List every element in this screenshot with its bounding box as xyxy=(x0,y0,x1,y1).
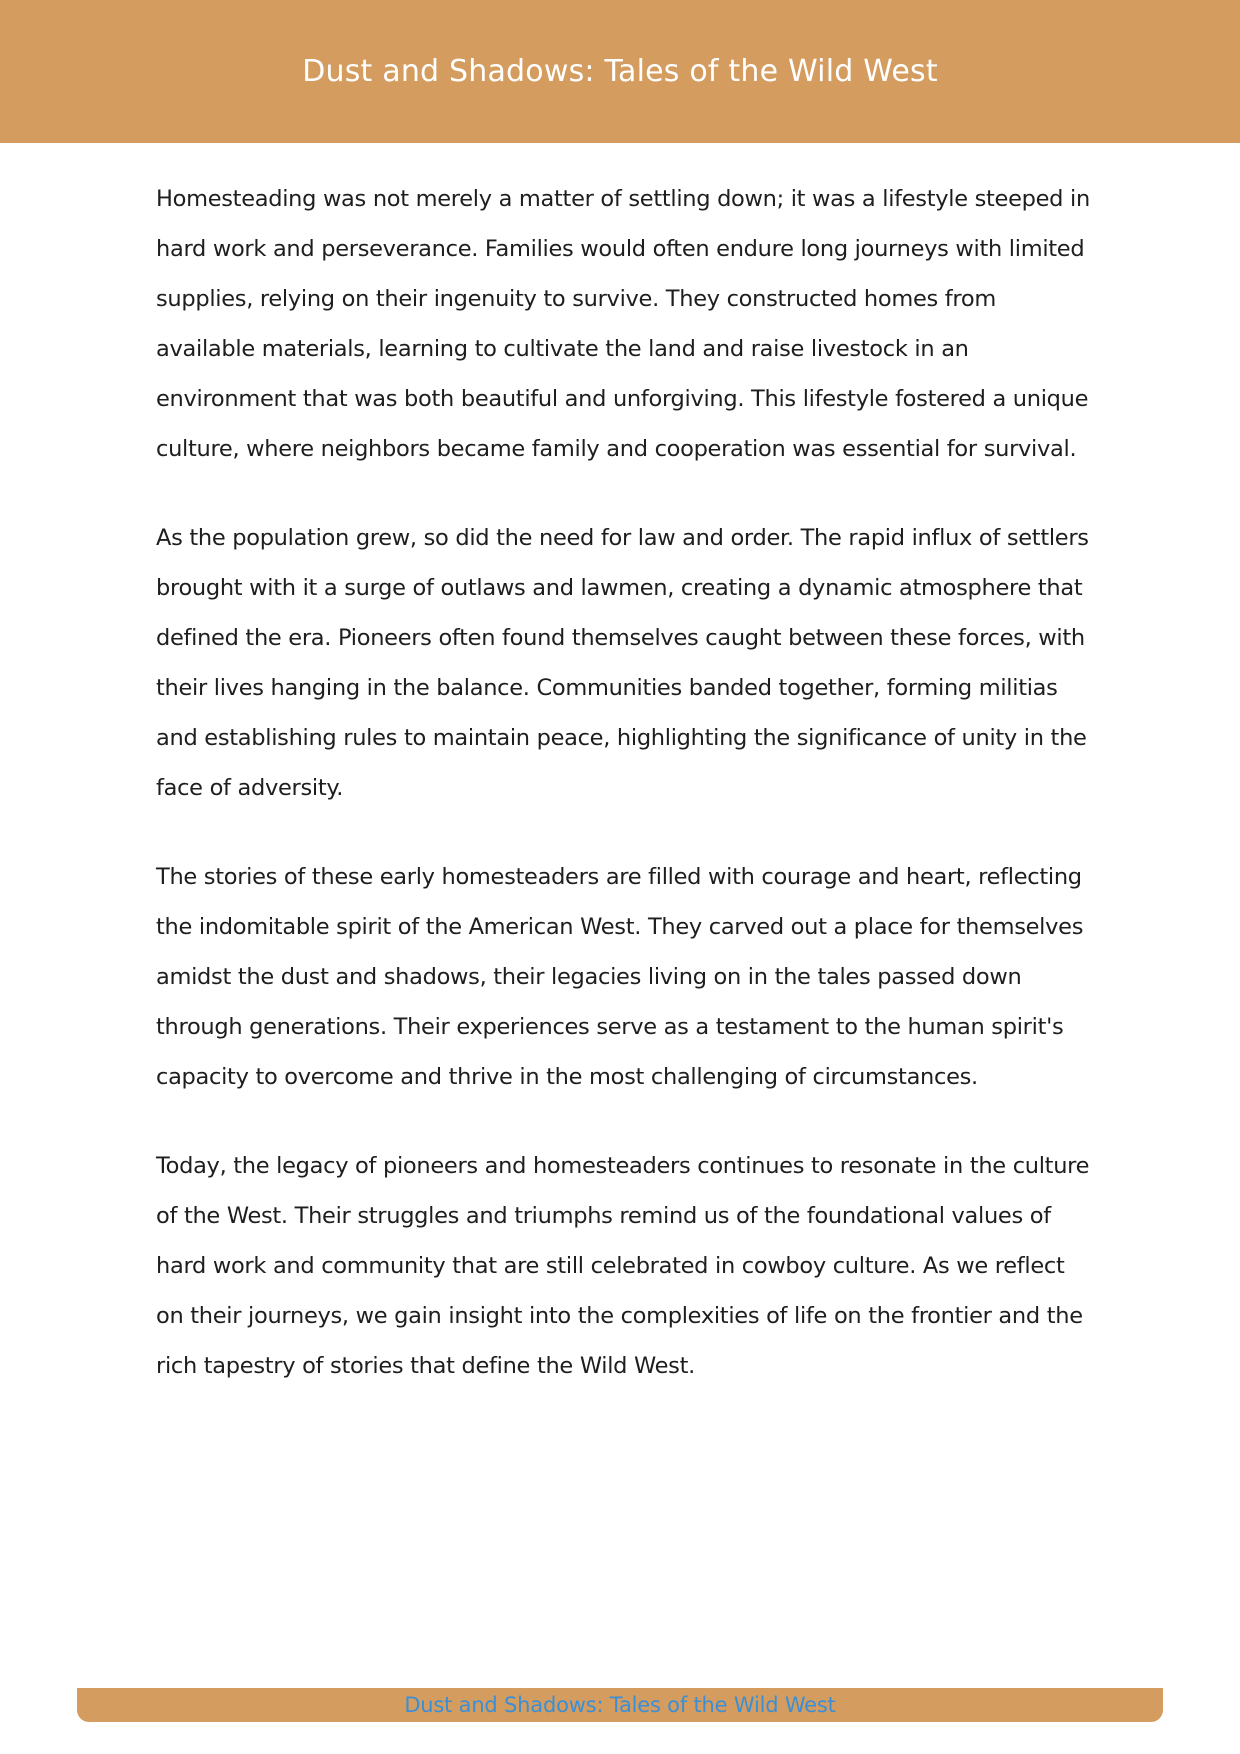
page-header xyxy=(0,0,1240,143)
paragraph-law-and-order: As the population grew, so did the need for law and order. The rapid influx of settlers brought with it a surge of outlaws and lawmen, creating a dynamic atmosphere that defined the era. Pioneers often found themselves caught between these forces, with their lives hanging in the balance. Communities banded together, forming militias and establishing rules to maintain peace, highlighting the significance of unity in the face of adversity. xyxy=(156,525,1089,801)
page-footer xyxy=(77,1688,1163,1722)
page-title: Dust and Shadows: Tales of the Wild West xyxy=(302,54,938,89)
paragraph-homesteading: Homesteading was not merely a matter of settling down; it was a lifestyle steeped in hard work and perseverance. Families would often endure long journeys with limited supplies, relying on their ingenuity to survive. They constructed homes from available materials, learning to cultivate the land and raise livestock in an environment that was both beautiful and unforgiving. This lifestyle fostered a unique culture, where neighbors became family and cooperation was essential for survival. xyxy=(156,186,1090,462)
footer-title: Dust and Shadows: Tales of the Wild West xyxy=(404,1693,836,1717)
article-body xyxy=(156,174,1096,1430)
paragraph-stories: The stories of these early homesteaders are filled with courage and heart, reflecting the indomitable spirit of the American West. They carved out a place for themselves amidst the dust and shadows, their legacies living on in the tales passed down through generations. Their experiences serve as a testament to the human spirit's capacity to overcome and thrive in the most challenging of circumstances. xyxy=(156,864,1084,1090)
paragraph-legacy: Today, the legacy of pioneers and homesteaders continues to resonate in the culture of the West. Their struggles and triumphs remind us of the foundational values of hard work and community that are still celebrated in cowboy culture. As we reflect on their journeys, we gain insight into the complexities of life on the frontier and the rich tapestry of stories that define the Wild West. xyxy=(156,1153,1090,1379)
